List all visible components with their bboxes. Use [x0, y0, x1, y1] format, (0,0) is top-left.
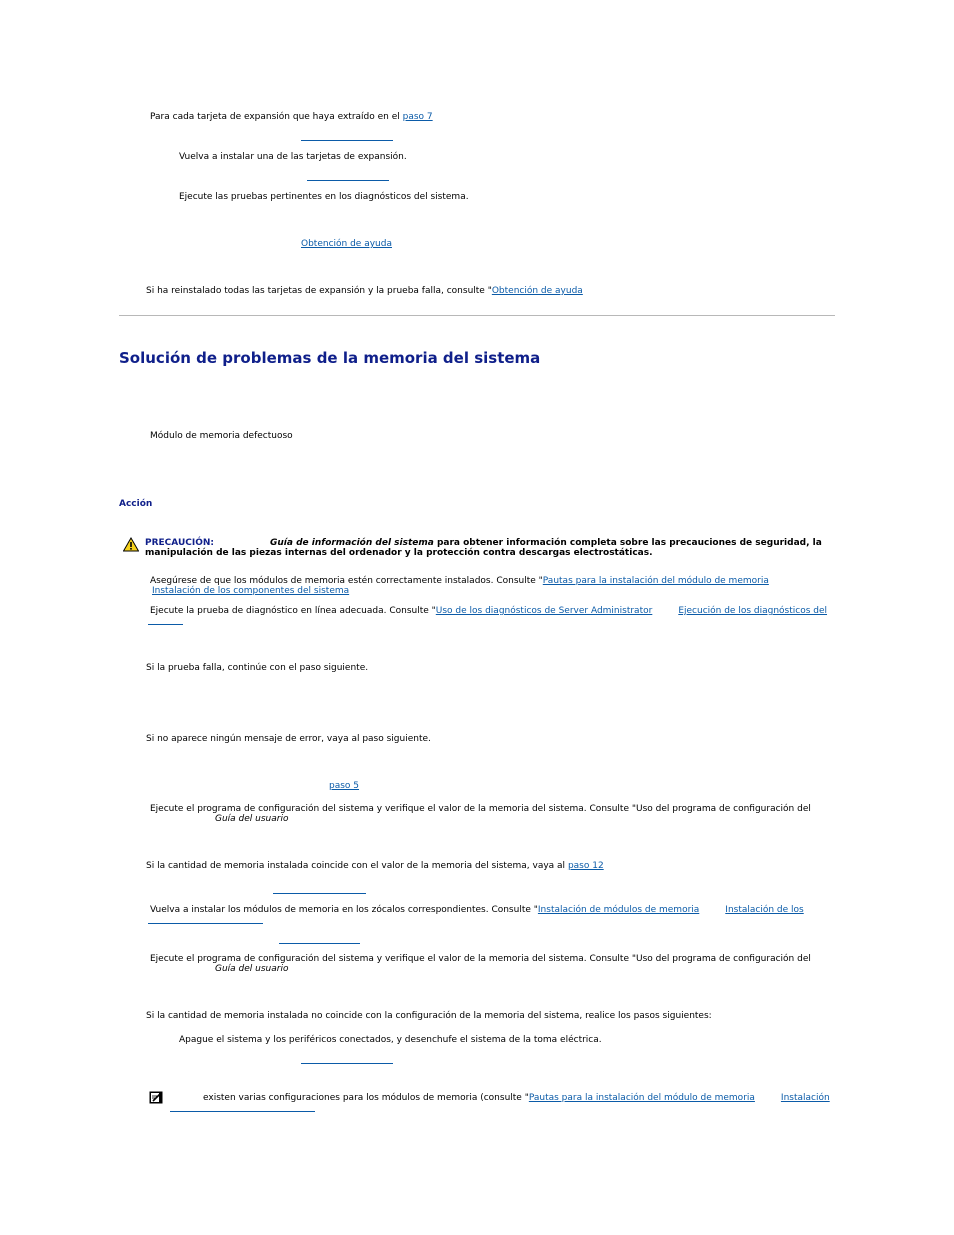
- hidden-link-underline[interactable]: [301, 1063, 393, 1064]
- warning-icon: [123, 537, 139, 552]
- hidden-link-underline[interactable]: [307, 180, 389, 181]
- installation-link[interactable]: Instalación: [780, 1093, 830, 1103]
- test-fails-text: Si la prueba falla, continúe con el paso siguiente.: [146, 663, 369, 673]
- run-diagnostics-link[interactable]: Ejecución de los diagnósticos del: [678, 606, 828, 616]
- link-continuation-underline[interactable]: [148, 923, 263, 924]
- link-continuation-underline[interactable]: [170, 1111, 315, 1112]
- action-heading: Acción: [119, 499, 153, 509]
- memory-nomatch-text: Si la cantidad de memoria instalada no coincide con la configuración de la memoria del sistema, realice los pasos siguientes:: [146, 1011, 712, 1021]
- note-body: existen varias configuraciones para los módulos de memoria (consulte ": [203, 1093, 529, 1103]
- run-diagnostics-text: Ejecute la prueba de diagnóstico en línea adecuada. Consulte ": [150, 606, 436, 616]
- get-help-link[interactable]: Obtención de ayuda: [301, 239, 392, 249]
- check-modules-text: Asegúrese de que los módulos de memoria estén correctamente instalados. Consulte ": [150, 576, 543, 586]
- step-setup-check-2: Ejecute el programa de configuración del sistema y verifique el valor de la memoria del sistema. Consulte "Uso del programa de configuración del: [150, 954, 811, 964]
- hidden-link-underline[interactable]: [273, 893, 366, 894]
- get-help-line: [301, 239, 392, 250]
- memory-match-body: Si la cantidad de memoria instalada coincide con el valor de la memoria del sistema, vaya al: [146, 861, 568, 871]
- step-reinstall-modules: [150, 905, 804, 916]
- step-text-expansion-cards: [150, 112, 433, 123]
- install-components-link[interactable]: Instalación de los componentes del sistema: [152, 586, 350, 596]
- install-memory-modules-link[interactable]: Instalación de módulos de memoria: [537, 905, 700, 915]
- paso5-line: [329, 781, 359, 792]
- reinstalled-all-body: Si ha reinstalado todas las tarjetas de expansión y la prueba falla, consulte ": [146, 286, 492, 296]
- caution-text-1: para obtener información completa sobre las precauciones de seguridad, la: [433, 538, 822, 548]
- run-tests-text: Ejecute las pruebas pertinentes en los diagnósticos del sistema.: [179, 192, 469, 202]
- caution-text-2: manipulación de las piezas internas del ordenador y la protección contra descargas electrostáticas.: [145, 548, 653, 558]
- step-run-diagnostics: [150, 606, 827, 617]
- problem-text: Módulo de memoria defectuoso: [150, 431, 293, 441]
- install-components-line: [152, 586, 349, 597]
- paso-5-link[interactable]: paso 5: [329, 781, 360, 791]
- caution-label: PRECAUCIÓN:: [145, 538, 215, 548]
- power-off-text: Apague el sistema y los periféricos conectados, y desenchufe el sistema de la toma eléctrica.: [179, 1035, 602, 1045]
- reinstall-card-text: Vuelva a instalar una de las tarjetas de expansión.: [179, 152, 407, 162]
- hidden-link-underline[interactable]: [301, 140, 393, 141]
- link-continuation-underline[interactable]: [148, 624, 183, 625]
- caution-guide-title: Guía de información del sistema: [270, 538, 434, 548]
- server-admin-diagnostics-link[interactable]: Uso de los diagnósticos de Server Administrator: [435, 606, 653, 616]
- user-guide-title-2: Guía del usuario: [215, 964, 289, 974]
- reinstalled-all-text: [146, 286, 583, 297]
- paso-7-link[interactable]: paso 7: [402, 112, 433, 122]
- memory-guidelines-link[interactable]: Pautas para la instalación del módulo de memoria: [542, 576, 769, 586]
- expansion-intro-text: Para cada tarjeta de expansión que haya extraído en el: [150, 112, 403, 122]
- paso-12-link[interactable]: paso 12: [567, 861, 604, 871]
- note-text: [203, 1093, 830, 1104]
- get-help-link-2[interactable]: Obtención de ayuda: [491, 286, 583, 296]
- section-divider: [119, 315, 835, 316]
- hidden-link-underline[interactable]: [279, 943, 360, 944]
- step-setup-check-1: Ejecute el programa de configuración del sistema y verifique el valor de la memoria del sistema. Consulte "Uso del programa de configuración del: [150, 804, 811, 814]
- section-title: Solución de problemas de la memoria del sistema: [119, 349, 541, 367]
- memory-guidelines-link-2[interactable]: Pautas para la instalación del módulo de memoria: [528, 1093, 755, 1103]
- reinstall-modules-text: Vuelva a instalar los módulos de memoria en los zócalos correspondientes. Consulte ": [150, 905, 538, 915]
- memory-match-text: [146, 861, 604, 872]
- install-link[interactable]: Instalación de los: [725, 905, 804, 915]
- user-guide-title-1: Guía del usuario: [215, 814, 289, 824]
- note-icon: [149, 1091, 163, 1104]
- no-error-text: Si no aparece ningún mensaje de error, vaya al paso siguiente.: [146, 734, 431, 744]
